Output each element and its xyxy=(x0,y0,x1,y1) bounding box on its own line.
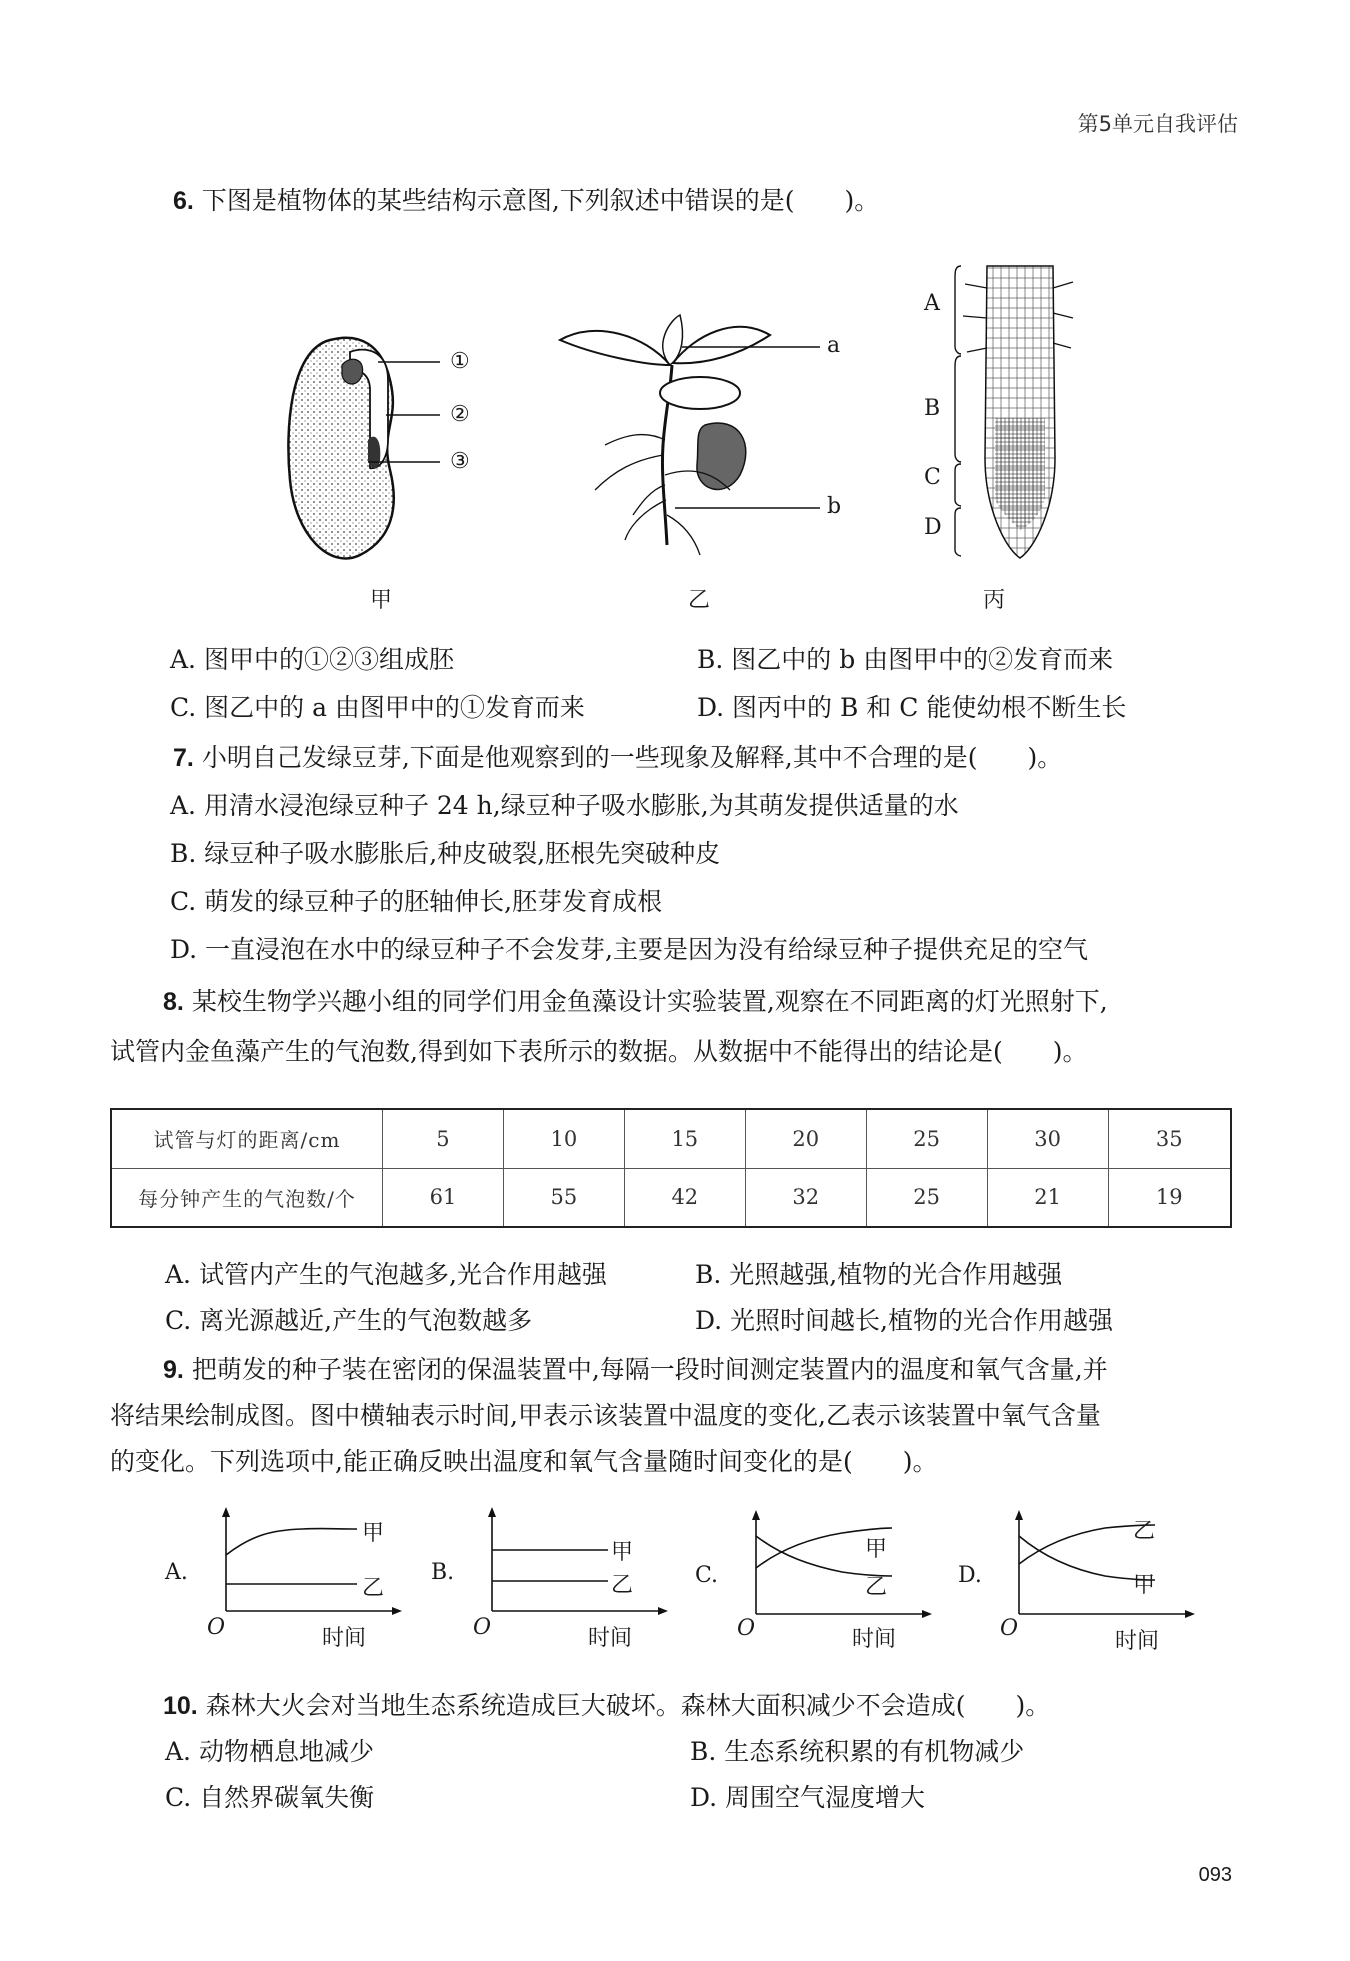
graph-option-label: B. xyxy=(431,1560,455,1585)
question-9-stem xyxy=(163,1352,1108,1388)
graph-upper-label: 甲 xyxy=(865,1537,888,1562)
bubble-data-table xyxy=(110,1108,1232,1228)
root-label-d: D xyxy=(924,515,942,540)
seedling-label-b: b xyxy=(827,494,842,519)
graph-x-label: 时间 xyxy=(1115,1629,1160,1654)
graph-option-label: A. xyxy=(165,1560,188,1585)
table-cell: 35 xyxy=(1108,1109,1231,1168)
table-cell: 5 xyxy=(383,1109,504,1168)
caption-yi: 乙 xyxy=(688,588,711,613)
graph-upper-label: 甲 xyxy=(611,1540,634,1565)
q10-option-a[interactable]: A. 动物栖息地减少 xyxy=(165,1737,374,1766)
question-text: 森林大火会对当地生态系统造成巨大破坏。森林大面积减少不会造成( )。 xyxy=(205,1691,1051,1720)
graph-x-label: 时间 xyxy=(322,1626,367,1651)
q10-option-c[interactable]: C. 自然界碳氧失衡 xyxy=(165,1783,375,1812)
graph-origin: O xyxy=(737,1616,756,1641)
question-text: 下图是植物体的某些结构示意图,下列叙述中错误的是( )。 xyxy=(201,186,880,215)
graph-upper-label: 乙 xyxy=(1133,1519,1156,1544)
table-cell: 15 xyxy=(624,1109,745,1168)
table-cell: 61 xyxy=(383,1168,504,1227)
table-row-header: 每分钟产生的气泡数/个 xyxy=(111,1168,383,1227)
graph-c-axes xyxy=(732,1508,932,1628)
caption-jia: 甲 xyxy=(370,588,393,613)
table-row-header: 试管与灯的距离/cm xyxy=(111,1109,383,1168)
graph-upper-label: 甲 xyxy=(362,1521,385,1546)
graph-lower-label: 甲 xyxy=(1133,1573,1156,1598)
table-row xyxy=(111,1109,1231,1168)
q8-option-d[interactable]: D. 光照时间越长,植物的光合作用越强 xyxy=(695,1306,1113,1335)
q6-option-b[interactable]: B. 图乙中的 b 由图甲中的②发育而来 xyxy=(697,645,1114,674)
q7-option-d[interactable]: D. 一直浸泡在水中的绿豆种子不会发芽,主要是因为没有给绿豆种子提供充足的空气 xyxy=(170,935,1088,964)
q10-option-b[interactable]: B. 生态系统积累的有机物减少 xyxy=(690,1737,1025,1766)
seed-label-1: ① xyxy=(450,349,470,374)
graph-lower-label: 乙 xyxy=(865,1575,888,1600)
graph-lower-label: 乙 xyxy=(362,1576,385,1601)
graph-option-label: C. xyxy=(695,1563,719,1588)
question-9-stem-cont2: 的变化。下列选项中,能正确反映出温度和氧气含量随时间变化的是( )。 xyxy=(110,1447,938,1476)
section-header: 第5单元自我评估 xyxy=(1077,112,1238,136)
q8-option-b[interactable]: B. 光照越强,植物的光合作用越强 xyxy=(695,1260,1063,1289)
root-tip-figure xyxy=(945,258,1075,563)
q8-option-c[interactable]: C. 离光源越近,产生的气泡数越多 xyxy=(165,1306,533,1335)
question-9-stem-cont1: 将结果绘制成图。图中横轴表示时间,甲表示该装置中温度的变化,乙表示该装置中氧气含量 xyxy=(110,1401,1101,1430)
root-label-b: B xyxy=(924,396,941,421)
page-number: 093 xyxy=(1198,1864,1232,1886)
graph-d-axes xyxy=(995,1508,1195,1628)
table-cell: 30 xyxy=(987,1109,1108,1168)
question-text: 小明自己发绿豆芽,下面是他观察到的一些现象及解释,其中不合理的是( )。 xyxy=(201,743,1063,772)
question-6-stem xyxy=(173,183,879,219)
question-8-stem-cont: 试管内金鱼藻产生的气泡数,得到如下表所示的数据。从数据中不能得出的结论是( )。 xyxy=(110,1037,1088,1066)
q7-option-a[interactable]: A. 用清水浸泡绿豆种子 24 h,绿豆种子吸水膨胀,为其萌发提供适量的水 xyxy=(170,791,959,820)
caption-bing: 丙 xyxy=(983,588,1006,613)
seedling-label-a: a xyxy=(827,333,841,358)
seed-label-3: ③ xyxy=(450,449,470,474)
root-label-a: A xyxy=(924,291,940,316)
graph-b-axes xyxy=(468,1505,668,1625)
table-cell: 32 xyxy=(745,1168,866,1227)
table-cell: 20 xyxy=(745,1109,866,1168)
graph-origin: O xyxy=(1000,1616,1019,1641)
seed-label-2: ② xyxy=(450,402,470,427)
question-8-stem xyxy=(163,984,1108,1020)
table-row xyxy=(111,1168,1231,1227)
table-cell: 21 xyxy=(987,1168,1108,1227)
graph-x-label: 时间 xyxy=(588,1626,633,1651)
q9-option-c-graph[interactable] xyxy=(692,1508,932,1658)
table-cell: 10 xyxy=(503,1109,624,1168)
graph-option-label: D. xyxy=(958,1563,982,1588)
q7-option-b[interactable]: B. 绿豆种子吸水膨胀后,种皮破裂,胚根先突破种皮 xyxy=(170,839,721,868)
series-jia-curve xyxy=(226,1529,357,1555)
question-number: 10. xyxy=(163,1692,198,1720)
question-number: 7. xyxy=(173,744,194,772)
seed-figure xyxy=(270,320,510,580)
question-number: 8. xyxy=(163,988,184,1016)
graph-origin: O xyxy=(207,1615,226,1640)
seedling-figure xyxy=(555,305,845,565)
q8-option-a[interactable]: A. 试管内产生的气泡越多,光合作用越强 xyxy=(165,1260,607,1289)
graph-lower-label: 乙 xyxy=(611,1573,634,1598)
question-10-stem xyxy=(163,1688,1050,1724)
q6-option-c[interactable]: C. 图乙中的 a 由图甲中的①发育而来 xyxy=(170,693,585,722)
root-label-c: C xyxy=(924,465,941,490)
q9-option-a-graph[interactable] xyxy=(162,1505,402,1655)
question-text: 把萌发的种子装在密闭的保温装置中,每隔一段时间测定装置内的温度和氧气含量,并 xyxy=(191,1355,1108,1384)
graph-x-label: 时间 xyxy=(852,1627,897,1652)
question-text: 某校生物学兴趣小组的同学们用金鱼藻设计实验装置,观察在不同距离的灯光照射下, xyxy=(191,987,1108,1016)
q7-option-c[interactable]: C. 萌发的绿豆种子的胚轴伸长,胚芽发育成根 xyxy=(170,887,663,916)
q10-option-d[interactable]: D. 周围空气湿度增大 xyxy=(690,1783,926,1812)
q6-option-d[interactable]: D. 图丙中的 B 和 C 能使幼根不断生长 xyxy=(697,693,1127,722)
table-cell: 55 xyxy=(503,1168,624,1227)
graph-origin: O xyxy=(473,1615,492,1640)
q9-option-d-graph[interactable] xyxy=(955,1508,1195,1658)
table-cell: 19 xyxy=(1108,1168,1231,1227)
q6-option-a[interactable]: A. 图甲中的①②③组成胚 xyxy=(170,645,454,674)
question-number: 6. xyxy=(173,187,194,215)
question-number: 9. xyxy=(163,1356,184,1384)
q9-option-b-graph[interactable] xyxy=(428,1505,668,1655)
table-cell: 25 xyxy=(866,1168,987,1227)
question-7-stem xyxy=(173,740,1062,776)
table-cell: 25 xyxy=(866,1109,987,1168)
table-cell: 42 xyxy=(624,1168,745,1227)
